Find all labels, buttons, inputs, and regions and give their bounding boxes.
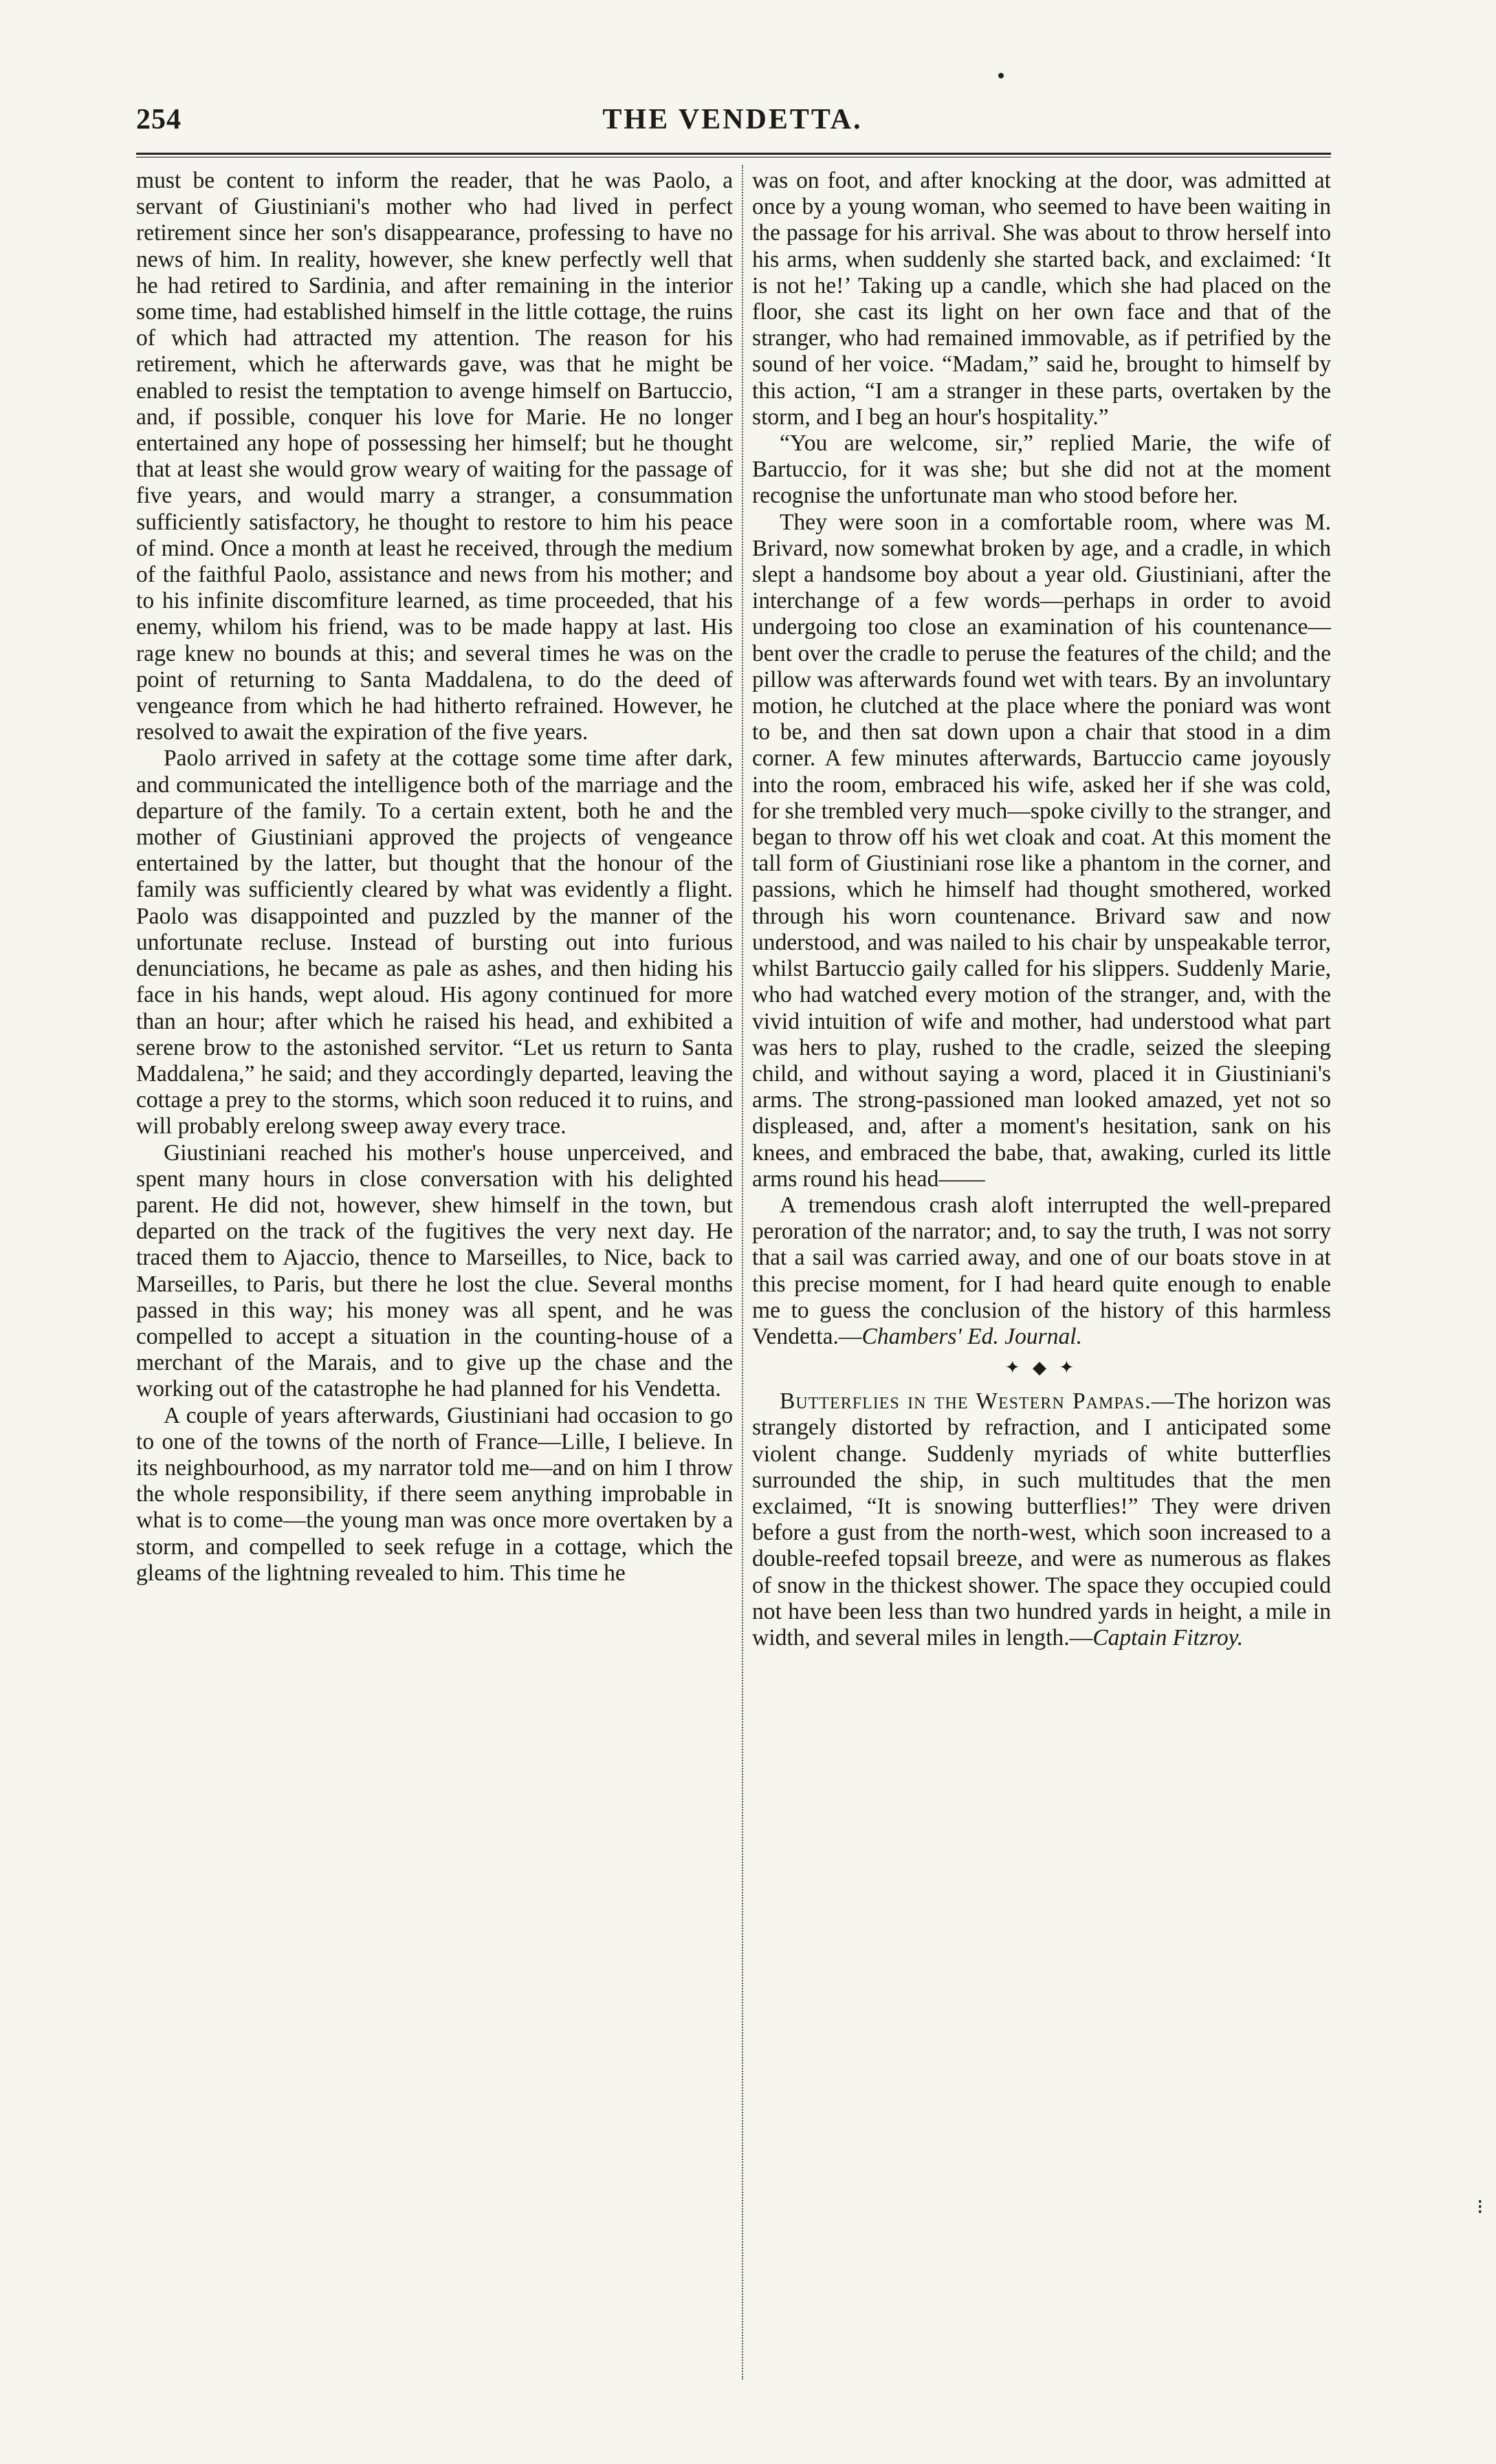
margin-mark: ⁝ [1477,2196,1484,2218]
butterflies-attribution: Captain Fitzroy. [1092,1624,1244,1650]
left-paragraph-4: A couple of years afterwards, Giustiniani had occasion to go to one of the towns of the north of France—Lille, I believe. In its neighbourhood, as my narrator told me—and on him I throw the whole responsibility, if there seem anything improbable in what is to come—the young man was once more overtaken by a storm, and compelled to seek refuge in a cottage, which the gleams of the lightning revealed to him. This time he [136,1402,733,1586]
right-paragraph-3: They were soon in a comfortable room, where was M. Brivard, now somewhat broken by age, and a cradle, in which slept a handsome boy about a year old. Giustiniani, after the interchange of a few words—perhaps in order to avoid undergoing too close an examination of his countenance—bent over the cradle to peruse the features of the child; and the pillow was afterwards found wet with tears. By an involuntary motion, he clutched at the place where the poniard was wont to be, and then sat down upon a chair that stood in a dim corner. A few minutes afterwards, Bartuccio came joyously into the room, embraced his wife, asked her if she was cold, for she trembled very much—spoke civilly to the stranger, and began to throw off his wet cloak and coat. At this moment the tall form of Giustiniani rose like a phantom in the corner, and passions, which he himself had thought smothered, worked through his worn countenance. Brivard saw and now understood, and was nailed to his chair by unspeakable terror, whilst Bartuccio gaily called for his slippers. Suddenly Marie, who had watched every motion of the stranger, and, with the vivid intuition of wife and mother, had understood what part was hers to play, rushed to the cradle, seized the sleeping child, and without saying a word, placed it in Giustiniani's arms. The strong-passioned man looked amazed, yet not so displeased, and, after a moment's hesitation, sank on his knees, and embraced the babe, that, awaking, curled its little arms round his head—— [752,509,1331,1192]
right-paragraph-4-text: A tremendous crash aloft interrupted the well-prepared peroration of the narrator; and, to say the truth, I was not sorry that a sail was carried away, and one of our boats stove in at this precise moment, for I had heard quite enough to enable me to guess the conclusion of the history of this harmless Vendetta.— [752,1192,1331,1349]
right-column [752,168,1331,1651]
page-header [136,103,1329,144]
left-paragraph-3: Giustiniani reached his mother's house unperceived, and spent many hours in close conversation with his delighted parent. He did not, however, shew himself in the town, but departed on the track of the fugitives the very next day. He traced them to Ajaccio, thence to Marseilles, to Nice, back to Marseilles, to Paris, but there he lost the clue. Several months passed in this way; his money was all spent, and he was compelled to accept a situation in the counting-house of a merchant of the Marais, and to give up the chase and the working out of the catastrophe he had planned for his Vendetta. [136,1140,733,1402]
left-paragraph-1: must be content to inform the reader, that he was Paolo, a servant of Giustiniani's mother who had lived in perfect retirement since her son's disappearance, professing to have no news of him. In reality, however, she knew perfectly well that he had retired to Sardinia, and after remaining in the interior some time, had established himself in the little cottage, the ruins of which had attracted my attention. The reason for his retirement, which he afterwards gave, was that he might be enabled to resist the temptation to avenge himself on Bartuccio, and, if possible, conquer his love for Marie. He no longer entertained any hope of possessing her himself; but he thought that at least she would grow weary of waiting for the passage of five years, and would marry a stranger, a consummation sufficiently satisfactory, he thought to restore to him his peace of mind. Once a month at least he received, through the medium of the faithful Paolo, assistance and news from his mother; and to his infinite discomfiture learned, as time proceeded, that his enemy, whilom his friend, was to be made happy at last. His rage knew no bounds at this; and several times he was on the point of returning to Santa Maddalena, to do the deed of vengeance from which he had hitherto refrained. However, he resolved to await the expiration of the five years. [136,168,733,745]
running-title: THE VENDETTA. [602,104,863,135]
header-rule [136,153,1331,157]
left-paragraph-2: Paolo arrived in safety at the cottage some time after dark, and communicated the intelligence both of the marriage and the departure of the family. To a certain extent, both he and the mother of Giustiniani approved the projects of vengeance entertained by the latter, but thought that the honour of the family was sufficiently cleared by what was evidently a flight. Paolo was disappointed and puzzled by the manner of the unfortunate recluse. Instead of bursting out into furious denunciations, he became as pale as ashes, and then hiding his face in his hands, wept aloud. His agony continued for more than an hour; after which he raised his head, and exhibited a serene brow to the astonished servitor. “Let us return to Santa Maddalena,” he said; and they accordingly departed, leaving the cottage a prey to the storms, which soon reduced it to ruins, and will probably erelong sweep away every trace. [136,745,733,1140]
vendetta-attribution: Chambers' Ed. Journal. [861,1323,1083,1349]
column-divider [742,165,743,2379]
section-ornament: ✦ ◆ ✦ [1004,1358,1079,1378]
ink-speck [998,73,1004,78]
right-paragraph-4 [752,1192,1331,1350]
butterflies-body: —The horizon was strangely distorted by refraction, and I anticipated some violent change. Suddenly myriads of white butterflies surrounded the ship, in such multitudes that the men exclaimed, “It is snowing butterflies!” They were driven before a gust from the north-west, which soon increased to a double-reefed topsail breeze, and were as numerous as flakes of snow in the thickest shower. The space they occupied could not have been less than two hundred yards in height, a mile in width, and several miles in length.— [752,1388,1331,1650]
right-paragraph-1: was on foot, and after knocking at the door, was admitted at once by a young woman, who seemed to have been waiting in the passage for his arrival. She was about to throw herself into his arms, when suddenly she started back, and exclaimed: ‘It is not he!’ Taking up a candle, which she had placed on the floor, she cast its light on her own face and that of the stranger, who had remained immovable, as if petrified by the sound of her voice. “Madam,” said he, brought to himself by this action, “I am a stranger in these parts, overtaken by the storm, and I beg an hour's hospitality.” [752,168,1331,430]
left-column [136,168,733,1587]
butterflies-article [752,1388,1331,1651]
right-paragraph-2: “You are welcome, sir,” replied Marie, the wife of Bartuccio, for it was she; but she did not at the moment recognise the unfortunate man who stood before her. [752,430,1331,509]
butterflies-heading: Butterflies in the Western Pampas. [780,1388,1152,1415]
page-number: 254 [136,104,182,135]
